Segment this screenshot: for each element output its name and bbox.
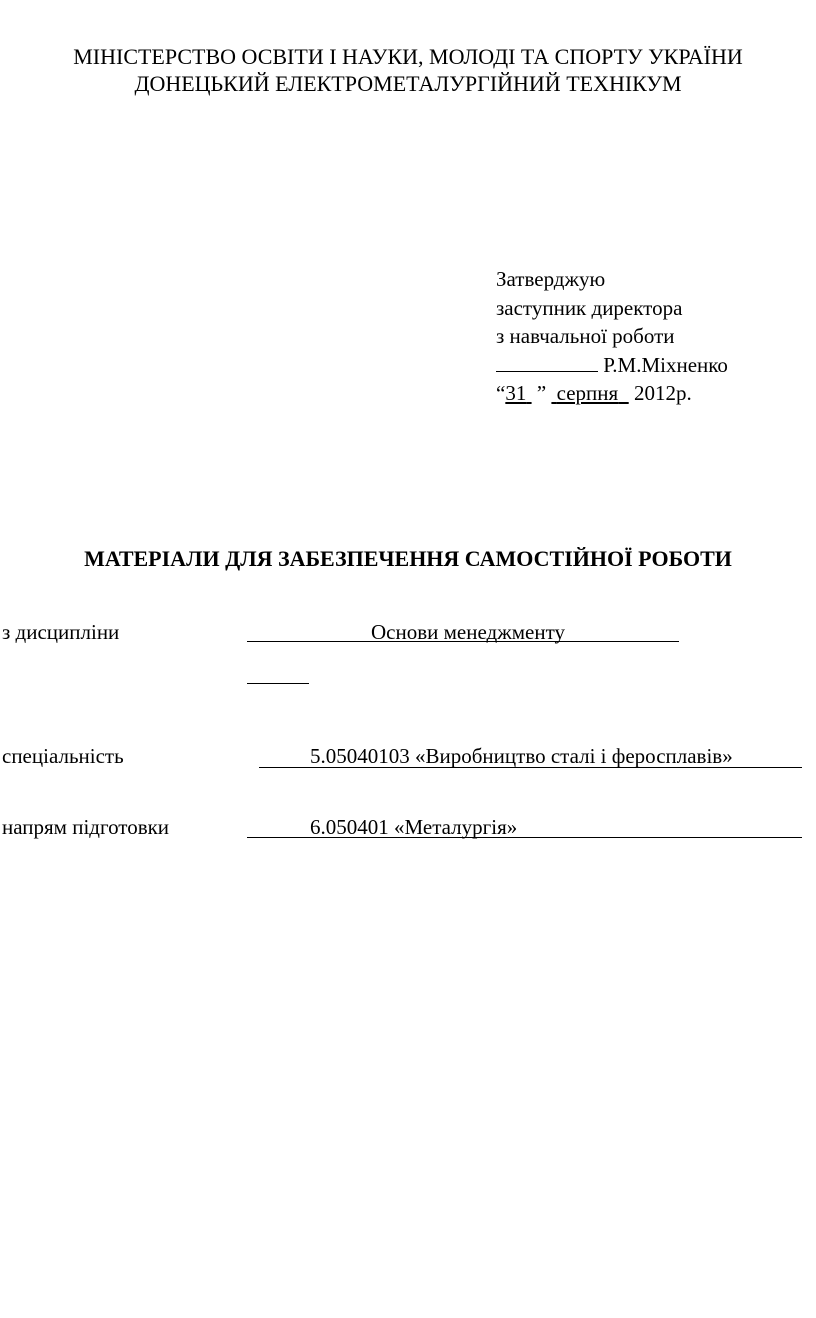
discipline-underline [247, 641, 679, 642]
discipline-label: з дисципліни [2, 620, 120, 644]
approval-position: заступник директора [496, 296, 683, 320]
date-month-underline-tail [618, 381, 629, 405]
discipline-value: Основи менеджменту [371, 620, 565, 644]
document-title: МАТЕРІАЛИ ДЛЯ ЗАБЕЗПЕЧЕННЯ САМОСТІЙНОЇ РОБОТИ [84, 546, 732, 571]
date-year: 2012р. [633, 381, 692, 405]
date-month: серпня [556, 381, 619, 405]
ministry-name: МІНІСТЕРСТВО ОСВІТИ І НАУКИ, МОЛОДІ ТА СПОРТУ УКРАЇНИ [73, 44, 743, 69]
date-day: 31 [505, 381, 527, 405]
direction-value: 6.050401 «Металургія» [310, 815, 518, 839]
approver-name: Р.М.Міхненко [603, 353, 728, 377]
institution-name: ДОНЕЦЬКИЙ ЕЛЕКТРОМЕТАЛУРГІЙНИЙ ТЕХНІКУМ [134, 71, 682, 96]
approval-heading: Затверджую [496, 267, 606, 291]
date-open-quote: “ [496, 381, 506, 405]
signature-blank [496, 350, 598, 372]
date-day-underline-pad [526, 381, 531, 405]
date-close-quote: ” [536, 381, 547, 405]
approval-department: з навчальної роботи [496, 324, 675, 348]
specialty-value: 5.05040103 «Виробництво сталі і феросплавів» [310, 744, 733, 768]
discipline-underline-continuation [247, 683, 309, 684]
specialty-underline [259, 767, 802, 768]
approval-date [496, 379, 692, 407]
direction-label: напрям підготовки [2, 815, 170, 839]
specialty-label: спеціальність [2, 744, 124, 768]
approval-signature-line [496, 350, 728, 379]
direction-underline [247, 837, 802, 838]
